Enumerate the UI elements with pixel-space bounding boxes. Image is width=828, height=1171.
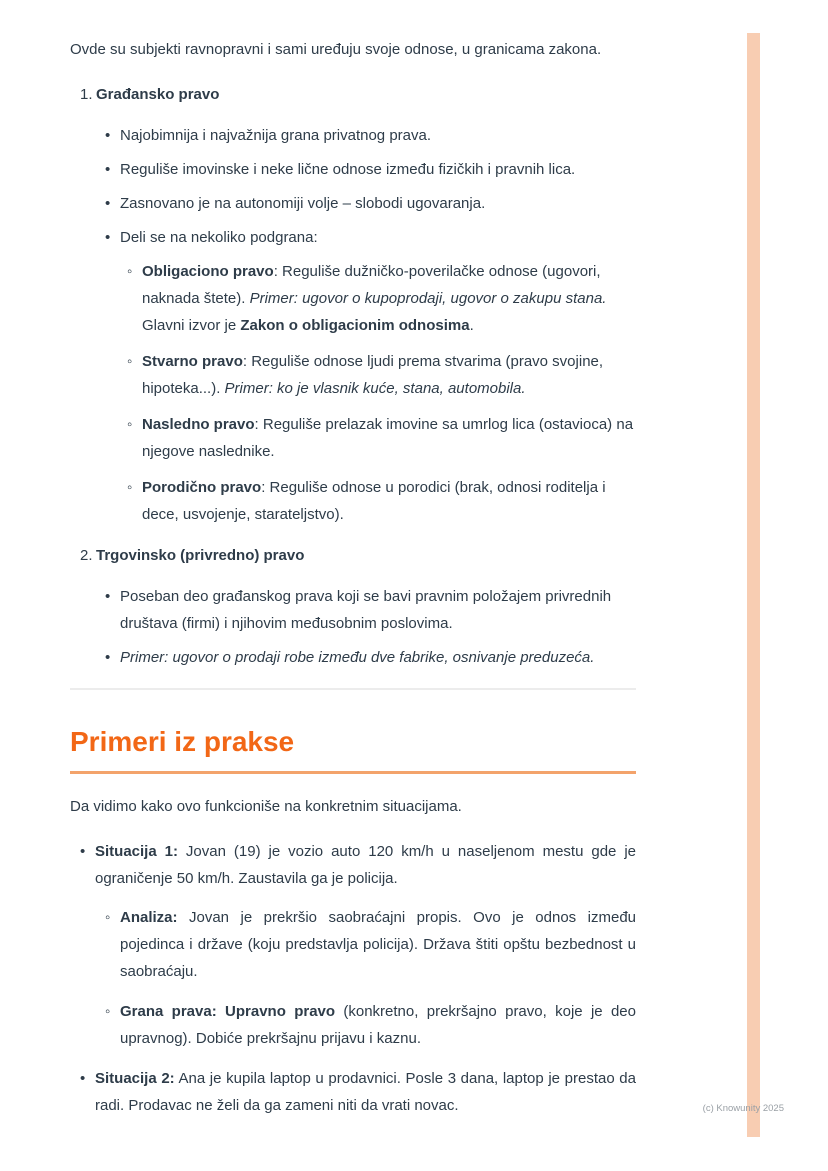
sub-bullet-text [142, 348, 636, 402]
bullet-text: Reguliše imovinske i neke lične odnose između fizičkih i pravnih lica. [120, 161, 576, 178]
bullet-text: Zasnovano je na autonomiji volje – slobodi ugovaranja. [120, 195, 486, 212]
term-bold: Analiza: [120, 909, 178, 927]
heading-rule [70, 771, 636, 774]
text-run: Ana je kupila laptop u prodavnici. Posle 3 dana, laptop je prestao da radi. Prodavac ne želi da ga zameni niti da vrati novac. [95, 1070, 636, 1115]
bullet-circle-icon: ◦ [127, 263, 133, 280]
item-number: 1. [80, 86, 93, 103]
examples-intro-paragraph: Da vidimo kako ovo funkcioniše na konkretnim situacijama. [70, 798, 462, 816]
numbered-item-2 [70, 542, 636, 569]
bullet-text [120, 644, 636, 671]
term-bold: Grana prava: Upravno pravo [120, 1003, 336, 1021]
sub-bullet-text [120, 998, 636, 1052]
text-run: Jovan je prekršio saobraćajni propis. Ovo je odnos između pojedinca i države (koju predstavlja policija). Država štiti opštu bezbednost u saobraćaju. [120, 909, 636, 981]
situations-list [70, 838, 636, 1119]
sub-bullet-porodicno [127, 474, 636, 528]
section-divider [70, 688, 636, 690]
text-run: : Reguliše prelazak imovine sa umrlog lica (ostavioca) na njegove naslednike. [142, 416, 634, 460]
bullet-circle-icon: ◦ [127, 353, 133, 370]
bullet-dot-icon: • [105, 161, 111, 178]
example-italic: Primer: ko je vlasnik kuće, stana, automobila. [224, 380, 526, 397]
bullet-item [105, 583, 636, 637]
bullet-list [70, 122, 636, 251]
bullet-text [95, 838, 636, 892]
sub-bullet-text [142, 411, 636, 465]
bullet-circle-icon: ◦ [105, 909, 111, 927]
bullet-text: Deli se na nekoliko podgrana: [120, 229, 318, 246]
text-run: Glavni izvor je [142, 317, 241, 334]
bullet-dot-icon: • [80, 843, 86, 861]
bullet-dot-icon: • [105, 127, 111, 144]
bullet-dot-icon: • [80, 1070, 86, 1088]
situation-sub-list [80, 904, 636, 1052]
bullet-situacija-2 [80, 1065, 636, 1119]
bullet-item [105, 122, 636, 149]
intro-paragraph: Ovde su subjekti ravnopravni i sami uređuju svoje odnose, u granicama zakona. [70, 41, 602, 58]
text-run: (konkretno, prekršajno pravo, koje je deo upravnog). Dobiće prekršajnu prijavu i kaznu. [120, 1003, 636, 1048]
section-heading: Primeri iz prakse [70, 726, 295, 757]
text-run: : Reguliše dužničko-poverilačke odnose (ugovori, naknada štete). [142, 263, 601, 307]
bullet-list [70, 583, 636, 671]
term-bold: Nasledno pravo [142, 416, 255, 433]
bullet-text: Najobimnija i najvažnija grana privatnog prava. [120, 127, 432, 144]
term-bold: Porodično pravo [142, 479, 262, 496]
bullet-dot-icon: • [105, 588, 111, 605]
term-bold: Stvarno pravo [142, 353, 243, 370]
section-gradjansko-pravo [70, 81, 636, 528]
bullet-text [95, 1065, 636, 1119]
text-run: : Reguliše odnose u porodici (brak, odnosi roditelja i dece, usvojenje, starateljstvo). [142, 479, 606, 523]
text-run: Jovan (19) je vozio auto 120 km/h u naseljenom mestu gde je ograničenje 50 km/h. Zaustavila ga je policija. [95, 843, 637, 888]
bullet-text: Poseban deo građanskog prava koji se bavi pravnim položajem privrednih društava (firmi) i njihovim međusobnim poslovima. [120, 588, 612, 632]
bullet-circle-icon: ◦ [105, 1003, 111, 1021]
item-number: 2. [80, 547, 93, 564]
term-bold: Obligaciono pravo [142, 263, 274, 280]
example-italic: Primer: ugovor o prodaji robe između dve fabrike, osnivanje preduzeća. [120, 649, 595, 666]
section-trgovinsko-pravo [70, 542, 636, 671]
bullet-item-example [105, 644, 636, 671]
sub-bullet-grana-prava [105, 998, 636, 1052]
bullet-circle-icon: ◦ [127, 416, 133, 433]
term-bold: Situacija 1: [95, 843, 178, 861]
sub-bullet-nasledno [127, 411, 636, 465]
sub-bullet-obligaciono [127, 258, 636, 339]
bullet-situacija-1 [80, 838, 636, 892]
text-run: . [469, 317, 474, 334]
sub-bullet-text [120, 904, 636, 985]
example-italic: Primer: ugovor o kupoprodaji, ugovor o zakupu stana. [249, 290, 607, 307]
item-title: Građansko pravo [96, 86, 220, 103]
bullet-item [105, 156, 636, 183]
sub-bullet-stvarno [127, 348, 636, 402]
page-edge-stripe [747, 33, 760, 1137]
sub-bullet-list [70, 258, 636, 528]
bullet-item [105, 190, 636, 217]
bullet-dot-icon: • [105, 649, 111, 666]
sub-bullet-analiza [105, 904, 636, 985]
bullet-circle-icon: ◦ [127, 479, 133, 496]
document-content [70, 36, 636, 1131]
numbered-item-1 [70, 81, 636, 108]
item-title: Trgovinsko (privredno) pravo [96, 547, 305, 564]
bullet-dot-icon: • [105, 195, 111, 212]
term-bold: Zakon o obligacionim odnosima [240, 317, 470, 334]
term-bold: Situacija 2: [95, 1070, 175, 1088]
sub-bullet-text [142, 474, 636, 528]
bullet-item [105, 224, 636, 251]
section-primeri-iz-prakse [70, 726, 636, 1119]
text-run: : Reguliše odnose ljudi prema stvarima (pravo svojine, hipoteka...). [142, 353, 604, 397]
bullet-dot-icon: • [105, 229, 111, 246]
footer-copyright: (c) Knowunity 2025 [702, 1102, 784, 1114]
sub-bullet-text [142, 258, 636, 339]
